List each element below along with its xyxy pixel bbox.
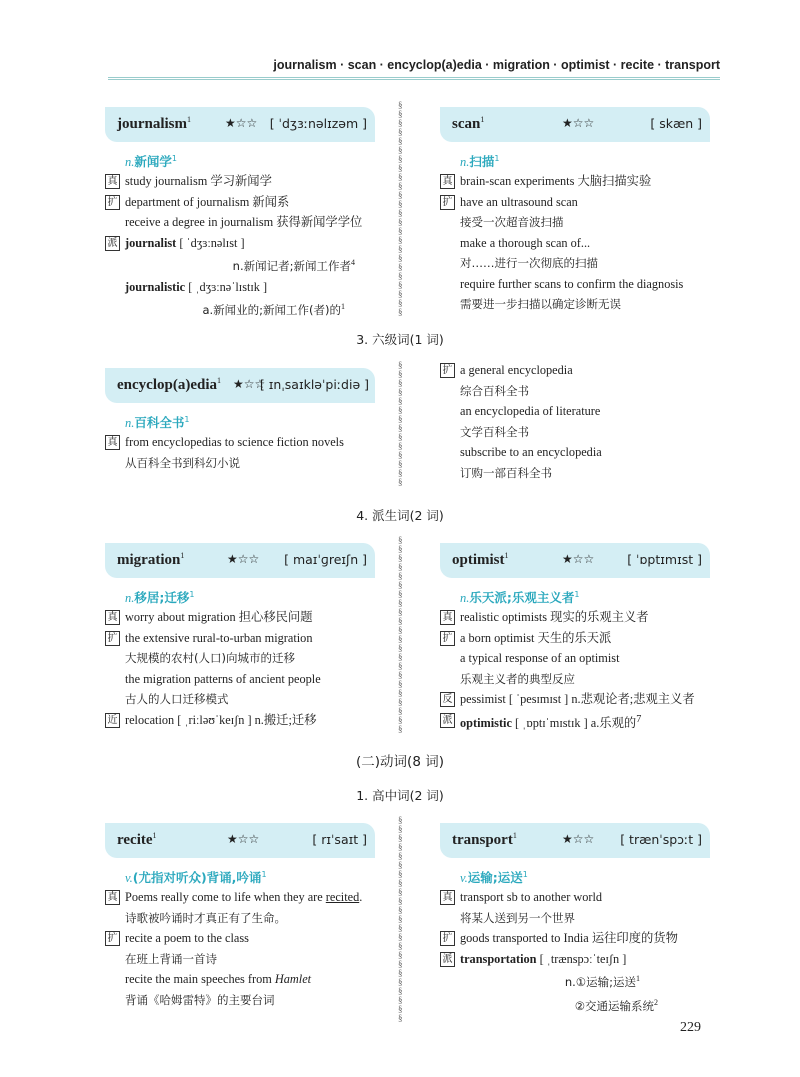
separator-link: § (398, 441, 403, 451)
example-translation: 在班上背诵一首诗 (125, 951, 217, 966)
example: 扩 the extensive rural-to-urban migration (105, 628, 375, 649)
separator-link: § (398, 459, 403, 469)
separator-link: § (398, 914, 403, 924)
headword-box (440, 107, 710, 142)
sense: n.乐天派;乐观主义者$^1$ (460, 590, 580, 606)
separator-link: § (398, 950, 403, 960)
sense: n.扫描$^1$ (460, 154, 500, 170)
example: 扩 goods transported to India 运往印度的货物 (440, 928, 710, 949)
tag-kuo: 扩 (440, 631, 455, 646)
separator-link: § (398, 887, 403, 897)
tag-kuo: 扩 (105, 631, 120, 646)
example-translation: 接受一次超音波扫描 (460, 215, 564, 230)
star-rating: ★☆☆ (233, 377, 266, 391)
separator-link: § (398, 423, 403, 433)
derivative-meaning: n.新闻记者;新闻工作者$^4$ (232, 258, 355, 274)
separator-link: § (398, 824, 403, 834)
entry-migration (105, 543, 375, 730)
entry-encyclopedia-extension (440, 360, 710, 483)
example: a typical response of an optimist (460, 651, 620, 666)
separator-link: § (398, 715, 403, 725)
headword-box (440, 823, 710, 858)
headword: encyclop(a)edia$^1$ (117, 376, 221, 393)
separator-link: § (398, 670, 403, 680)
separator-link: § (398, 100, 403, 110)
entry-scan (440, 107, 710, 315)
star-rating: ★☆☆ (227, 552, 260, 566)
headword-box (105, 543, 375, 578)
separator-link: § (398, 387, 403, 397)
separator-link: § (398, 724, 403, 734)
separator-link: § (398, 544, 403, 554)
separator-link: § (398, 616, 403, 626)
derivative: 派 optimistic [ ˌɒptɪˈmɪstɪk ] a.乐观的$^7$ (440, 710, 710, 734)
example: 真 from encyclopedias to science fiction novels (105, 432, 375, 453)
headword: optimist$^1$ (452, 551, 509, 568)
separator-link: § (398, 289, 403, 299)
separator-link: § (398, 878, 403, 888)
example-translation: 订购一部百科全书 (460, 465, 552, 480)
separator-link: § (398, 172, 403, 182)
separator-link: § (398, 896, 403, 906)
example-translation: 对……进行一次彻底的扫描 (460, 256, 598, 271)
headword: migration$^1$ (117, 551, 185, 568)
separator-link: § (398, 968, 403, 978)
separator-link: § (398, 598, 403, 608)
phonetic: [ trænˈspɔːt ] (620, 832, 702, 847)
entry-transport (440, 823, 710, 1016)
separator-link: § (398, 941, 403, 951)
example: 扩 recite a poem to the class (105, 928, 375, 949)
separator-link: § (398, 1013, 403, 1023)
section-heading: 3. 六级词(1 词) (356, 332, 444, 347)
separator-link: § (398, 450, 403, 460)
example: 扩 a general encyclopedia (440, 360, 710, 381)
separator-link: § (398, 280, 403, 290)
separator-link: § (398, 468, 403, 478)
tag-zhen: 真 (440, 174, 455, 189)
example: 扩 a born optimist 天生的乐天派 (440, 628, 710, 649)
example: 真 transport sb to another world (440, 887, 710, 908)
separator-link: § (398, 190, 403, 200)
example-translation: 背诵《哈姆雷特》的主要台词 (125, 992, 275, 1007)
example: receive a degree in journalism 获得新闻学学位 (125, 215, 363, 230)
separator-link: § (398, 634, 403, 644)
separator-link: § (398, 977, 403, 987)
tag-fan: 反 (440, 692, 455, 707)
column-separator (398, 100, 404, 317)
example: require further scans to confirm the diagnosis (460, 276, 684, 291)
headword-box (105, 107, 375, 142)
antonym: 反 pessimist [ ˈpesɪmɪst ] n.悲观论者;悲观主义者 (440, 689, 710, 710)
star-rating: ★☆☆ (227, 832, 260, 846)
tag-zhen: 真 (105, 174, 120, 189)
separator-link: § (398, 217, 403, 227)
phonetic: [ ɪnˌsaɪkləˈpiːdiə ] (259, 377, 369, 392)
separator-link: § (398, 136, 403, 146)
headword: transport$^1$ (452, 831, 517, 848)
separator-link: § (398, 625, 403, 635)
separator-link: § (398, 396, 403, 406)
separator-link: § (398, 851, 403, 861)
headword: journalism$^1$ (117, 115, 192, 132)
separator-link: § (398, 477, 403, 487)
example-translation: 需要进一步扫描以确定诊断无误 (460, 297, 621, 312)
example: 真 Poems really come to life when they are recited. (105, 887, 375, 908)
separator-link: § (398, 127, 403, 137)
example-translation: 古人的人口迁移模式 (125, 692, 229, 707)
entry-recite (105, 823, 375, 1010)
tag-kuo: 扩 (440, 363, 455, 378)
separator-link: § (398, 118, 403, 128)
tag-jin: 近 (105, 713, 120, 728)
separator-link: § (398, 414, 403, 424)
phonetic: [ skæn ] (650, 116, 702, 131)
tag-kuo: 扩 (440, 195, 455, 210)
separator-link: § (398, 360, 403, 370)
star-rating: ★☆☆ (562, 552, 595, 566)
separator-link: § (398, 307, 403, 317)
separator-link: § (398, 842, 403, 852)
synonym: 近 relocation [ ˌriːləʊˈkeɪʃn ] n.搬迁;迁移 (105, 710, 375, 731)
section-heading: (二)动词(8 词) (356, 754, 444, 770)
separator-link: § (398, 661, 403, 671)
phonetic: [ ˈdʒɜːnəlɪzəm ] (269, 116, 367, 131)
tag-zhen: 真 (440, 610, 455, 625)
tag-pai: 派 (440, 713, 455, 728)
example: 真 worry about migration 担心移民问题 (105, 607, 375, 628)
column-separator (398, 815, 404, 1023)
derivative: journalistic [ ˌdʒɜːnəˈlɪstɪk ] (125, 279, 268, 294)
separator-link: § (398, 1004, 403, 1014)
separator-link: § (398, 163, 403, 173)
separator-link: § (398, 154, 403, 164)
separator-link: § (398, 589, 403, 599)
column-separator (398, 535, 404, 734)
separator-link: § (398, 535, 403, 545)
entry-journalism (105, 107, 375, 321)
derivative-meaning: a.新闻业的;新闻工作(者)的$^1$ (202, 302, 345, 318)
example-translation: 大规模的农村(人口)向城市的迁移 (125, 651, 295, 666)
example: the migration patterns of ancient people (125, 671, 321, 686)
star-rating: ★☆☆ (562, 116, 595, 130)
separator-link: § (398, 262, 403, 272)
separator-link: § (398, 298, 403, 308)
phonetic: [ rɪˈsaɪt ] (312, 832, 367, 847)
separator-link: § (398, 986, 403, 996)
tag-kuo: 扩 (440, 931, 455, 946)
separator-link: § (398, 607, 403, 617)
separator-link: § (398, 253, 403, 263)
separator-link: § (398, 923, 403, 933)
separator-link: § (398, 405, 403, 415)
tag-zhen: 真 (105, 435, 120, 450)
separator-link: § (398, 208, 403, 218)
tag-zhen: 真 (105, 610, 120, 625)
separator-link: § (398, 652, 403, 662)
headword-box (105, 823, 375, 858)
derivative-meaning: ②交通运输系统$^2$ (574, 997, 658, 1013)
tag-kuo: 扩 (105, 195, 120, 210)
tag-zhen: 真 (440, 890, 455, 905)
separator-link: § (398, 688, 403, 698)
entry-optimist (440, 543, 710, 733)
example: make a thorough scan of... (460, 235, 591, 250)
phonetic: [ ˈɒptɪmɪst ] (627, 552, 702, 567)
example: 扩 have an ultrasound scan (440, 192, 710, 213)
derivative: 派 journalist [ ˈdʒɜːnəlɪst ] (105, 233, 375, 254)
example-translation: 文学百科全书 (460, 424, 529, 439)
separator-link: § (398, 378, 403, 388)
entry-encyclopedia (105, 368, 375, 473)
separator-link: § (398, 905, 403, 915)
sense: n.移居;迁移$^1$ (125, 590, 195, 606)
headword: recite$^1$ (117, 831, 157, 848)
sense: n.百科全书$^1$ (125, 415, 190, 431)
separator-link: § (398, 571, 403, 581)
example: recite the main speeches from Hamlet (125, 972, 312, 987)
separator-link: § (398, 869, 403, 879)
example-translation: 乐观主义者的典型反应 (460, 671, 575, 686)
tag-pai: 派 (105, 236, 120, 251)
separator-link: § (398, 697, 403, 707)
page-number: 229 (680, 1020, 701, 1035)
separator-link: § (398, 833, 403, 843)
separator-link: § (398, 679, 403, 689)
section-heading: 4. 派生词(2 词) (356, 508, 444, 523)
separator-link: § (398, 580, 403, 590)
example: 真 brain-scan experiments 大脑扫描实验 (440, 171, 710, 192)
example-translation: 从百科全书到科幻小说 (125, 455, 240, 470)
separator-link: § (398, 181, 403, 191)
example: subscribe to an encyclopedia (460, 445, 602, 459)
example: 真 realistic optimists 现实的乐观主义者 (440, 607, 710, 628)
headword: scan$^1$ (452, 115, 485, 132)
example-translation: 诗歌被吟诵时才真正有了生命。 (125, 910, 286, 925)
sense: v.(尤指对听众)背诵,吟诵$^1$ (125, 870, 267, 886)
separator-link: § (398, 643, 403, 653)
separator-link: § (398, 235, 403, 245)
example-translation: 将某人送到另一个世界 (460, 910, 575, 925)
headword-box (440, 543, 710, 578)
column-separator (398, 360, 404, 485)
separator-link: § (398, 271, 403, 281)
separator-link: § (398, 199, 403, 209)
phonetic: [ maɪˈɡreɪʃn ] (284, 552, 367, 567)
header-rule (108, 77, 720, 80)
separator-link: § (398, 369, 403, 379)
separator-link: § (398, 226, 403, 236)
tag-kuo: 扩 (105, 931, 120, 946)
separator-link: § (398, 553, 403, 563)
example: 真 study journalism 学习新闻学 (105, 171, 375, 192)
sense: v.运输;运送$^1$ (460, 870, 528, 886)
headword-box (105, 368, 375, 403)
star-rating: ★☆☆ (225, 116, 258, 130)
sense: n.新闻学$^1$ (125, 154, 177, 170)
separator-link: § (398, 145, 403, 155)
separator-link: § (398, 244, 403, 254)
separator-link: § (398, 932, 403, 942)
separator-link: § (398, 815, 403, 825)
running-header: journalism · scan · encyclop(a)edia · migration · optimist · recite · transport (273, 58, 720, 72)
example: an encyclopedia of literature (460, 404, 601, 418)
derivative: 派 transportation [ ˌtrænspɔːˈteɪʃn ] (440, 949, 710, 970)
section-heading: 1. 高中词(2 词) (356, 788, 444, 803)
tag-zhen: 真 (105, 890, 120, 905)
example-translation: 综合百科全书 (460, 383, 529, 398)
derivative-meaning: n.①运输;运送$^1$ (564, 974, 640, 990)
separator-link: § (398, 860, 403, 870)
separator-link: § (398, 432, 403, 442)
separator-link: § (398, 562, 403, 572)
star-rating: ★☆☆ (562, 832, 595, 846)
separator-link: § (398, 706, 403, 716)
tag-pai: 派 (440, 952, 455, 967)
separator-link: § (398, 109, 403, 119)
example: 扩 department of journalism 新闻系 (105, 192, 375, 213)
separator-link: § (398, 959, 403, 969)
separator-link: § (398, 995, 403, 1005)
